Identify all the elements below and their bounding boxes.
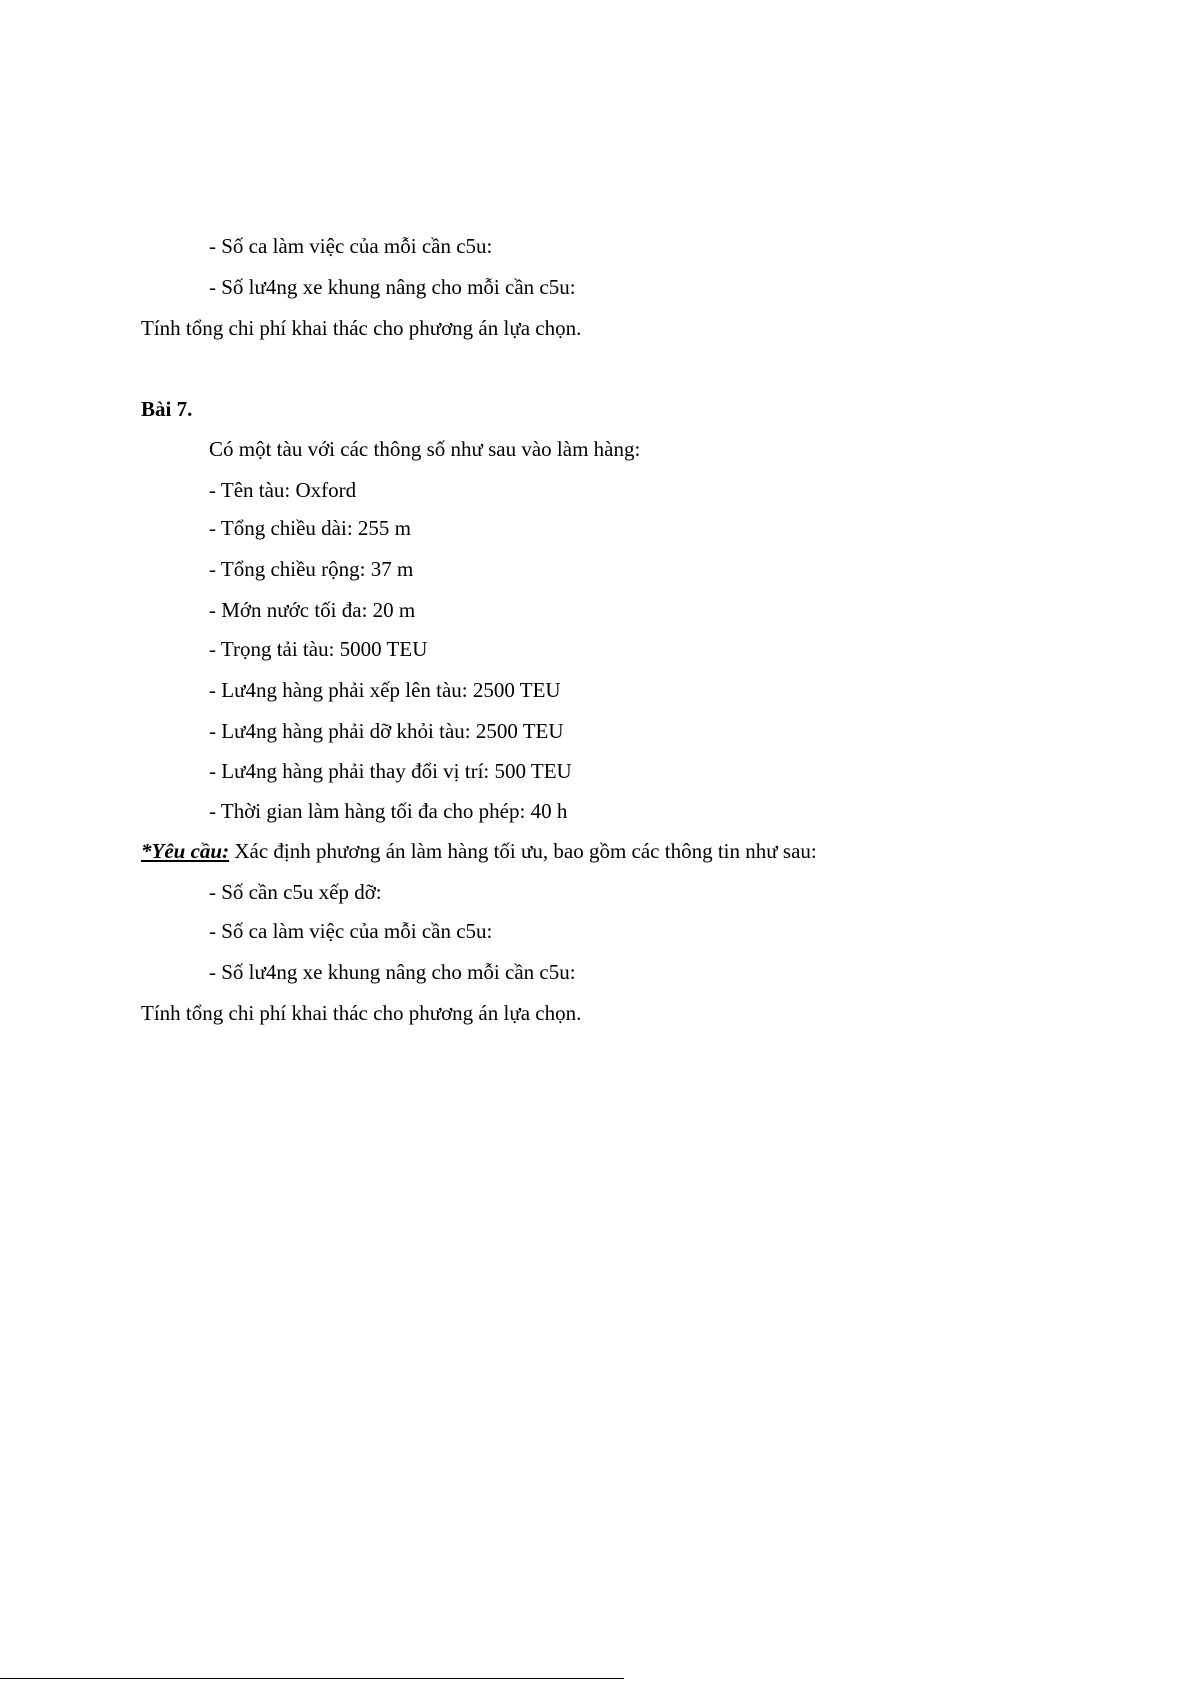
list-item: - Số lư4ng xe khung nâng cho mỗi cần c5u: [209,275,576,299]
exercise-title: Bài 7. [141,397,193,421]
param-item: - Lư4ng hàng phải xếp lên tàu: 2500 TEU [209,678,561,702]
exercise-intro: Có một tàu với các thông số như sau vào làm hàng: [209,437,641,461]
requirement-item: - Số cần c5u xếp dỡ: [209,880,382,904]
requirement-line [141,838,817,864]
param-item: - Tổng chiều rộng: 37 m [209,557,414,581]
requirement-item: - Số lư4ng xe khung nâng cho mỗi cần c5u: [209,960,576,984]
param-item: - Mớn nước tối đa: 20 m [209,598,416,622]
footer-rule [0,1678,624,1679]
paragraph: Tính tổng chi phí khai thác cho phương án lựa chọn. [141,316,582,340]
param-item: - Lư4ng hàng phải thay đổi vị trí: 500 TEU [209,759,572,783]
param-item: - Trọng tải tàu: 5000 TEU [209,637,428,661]
requirement-item: - Số ca làm việc của mỗi cần c5u: [209,919,493,943]
requirement-text: Xác định phương án làm hàng tối ưu, bao gồm các thông tin như sau: [229,839,817,863]
param-item: - Thời gian làm hàng tối đa cho phép: 40 h [209,799,568,823]
requirement-label: *Yêu cầu: [141,839,230,863]
param-item: - Lư4ng hàng phải dỡ khỏi tàu: 2500 TEU [209,719,564,743]
param-item: - Tên tàu: Oxford [209,478,357,502]
paragraph: Tính tổng chi phí khai thác cho phương án lựa chọn. [141,1001,582,1025]
param-item: - Tổng chiều dài: 255 m [209,516,411,540]
list-item: - Số ca làm việc của mỗi cần c5u: [209,234,493,258]
